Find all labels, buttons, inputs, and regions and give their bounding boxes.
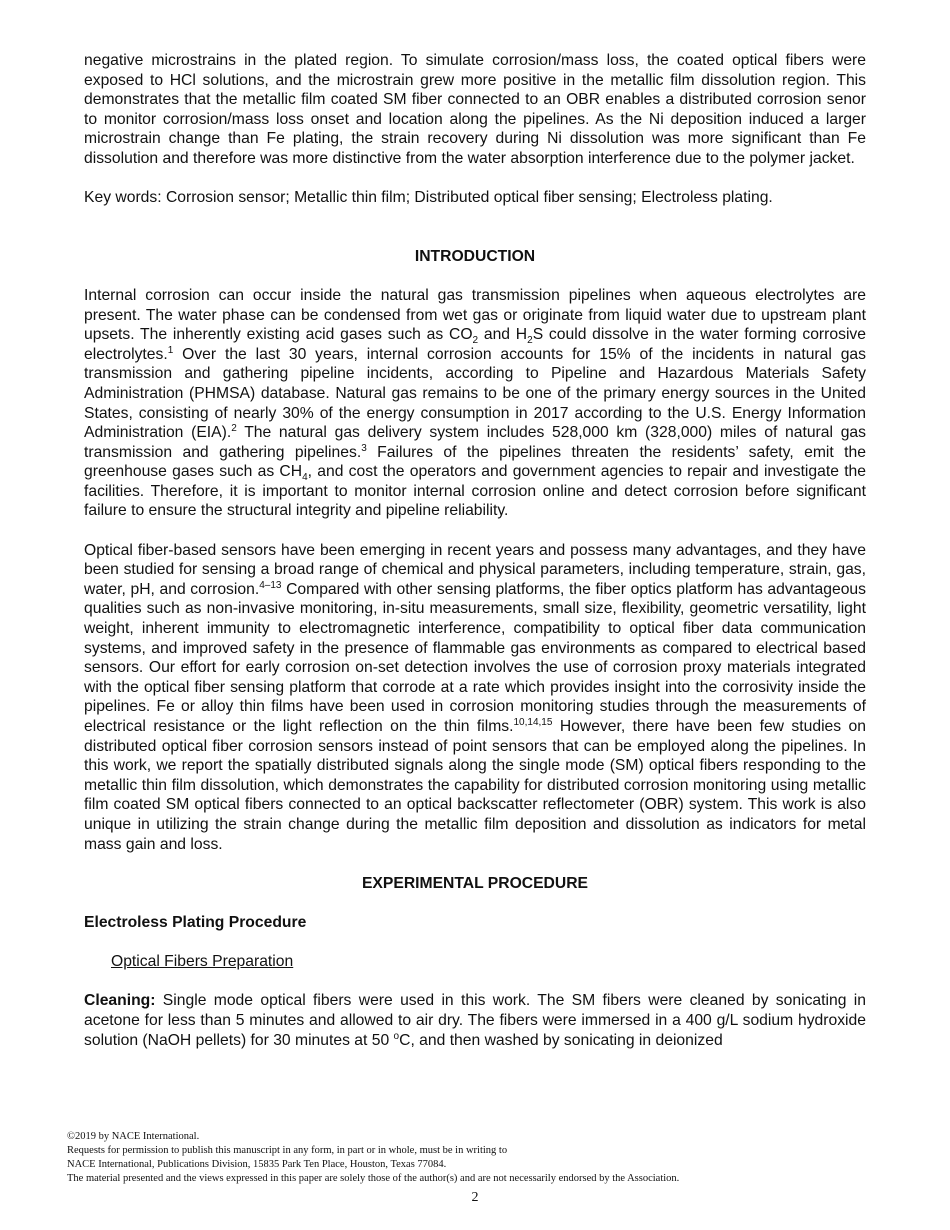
footer-line: Requests for permission to publish this manuscript in any form, in part or in whole, must be in writing to: [67, 1145, 508, 1156]
keywords: Key words: Corrosion sensor; Metallic thin film; Distributed optical fiber sensing; Electroless plating.: [84, 189, 773, 207]
experimental-heading: EXPERIMENTAL PROCEDURE: [361, 874, 589, 892]
citation: 10,14,15: [513, 716, 553, 728]
optical-fibers-preparation-subheading: Optical Fibers Preparation: [111, 953, 294, 971]
cleaning-paragraph: Cleaning: Single mode optical fibers were used in this work. The SM fibers were cleaned by sonicating in acetone for less than 5 minutes and allowed to air dry. The fibers were immersed in a 400 g/L sodium hydroxide solution (NaOH pellets) for 30 minutes at 50 $^o$C, and then washed by sonicating in deionized: [84, 992, 866, 1049]
introduction-heading: INTRODUCTION: [414, 247, 536, 265]
footer-line: NACE International, Publications Division, 15835 Park Ten Place, Houston, Texas 77084.: [67, 1159, 447, 1170]
cleaning-label: Cleaning:: [84, 992, 156, 1010]
page-number: 2: [471, 1190, 479, 1205]
citation: 3: [361, 442, 367, 454]
electroless-plating-subheading: Electroless Plating Procedure: [84, 913, 307, 931]
body-text: [84, 51, 866, 1050]
introduction-paragraph-2: Optical fiber-based sensors have been emerging in recent years and possess many advantages, and they have been studied for sensing a broad range of chemical and physical parameters, including temperature, strain, gas, water, pH, and corrosion.$^{4-13}$ Compared with other sensing platforms, the fiber optics platform has advantageous qualities such as non-invasive monitoring, in-situ measurements, small size, flexibility, geometric versatility, light weight, inherent immunity to electromagnetic interference, compatibility to optical fiber data communication systems, and improved safety in the presence of flammable gas environments as compared to electrical based sensors. Our effort for early corrosion on-set detection involves the use of corrosion proxy materials integrated with the optical fiber sensing platform that corrode at a rate which provides insight into the corrosivity inside the pipelines. Fe or alloy thin films have been used in corrosion monitoring studies through the measurements of electrical resistance or the light reflection on the thin films.$^{10,14,15}$ However, there have been few studies on distributed optical fiber corrosion sensors instead of point sensors that can be employed along the pipelines. In this work, we report the spatially distributed signals along the single mode (SM) optical fibers responding to the metallic thin film dissolution, which demonstrates the capability for distributed corrosion monitoring using metallic film coated SM optical fibers connected to an optical backscatter reflectometer (OBR) system. This work is also unique in utilizing the strain change during the metallic film deposition and dissolution as indicators for metal mass gain and loss.: [84, 541, 866, 853]
copyright-footer: [67, 1130, 887, 1186]
citation: 4–13: [259, 579, 282, 591]
introduction-paragraph-1: Internal corrosion can occur inside the natural gas transmission pipelines when aqueous electrolytes are present. The water phase can be condensed from wet gas or originate from liquid water due to upstream plant upsets. The inherently existing acid gases such as $CO_2$ and $H_2S$ could dissolve in the water forming corrosive electrolytes.$^1$ Over the last 30 years, internal corrosion accounts for 15% of the incidents in natural gas transmission and gathering pipeline incidents, according to Pipeline and Hazardous Materials Safety Administration (PHMSA) database. Natural gas remains to be one of the primary energy sources in the United States, consisting of nearly 30% of the energy consumption in 2017 according to the U.S. Energy Information Administration (EIA).$^2$ The natural gas delivery system includes 528,000 km (328,000) miles of natural gas transmission and gathering pipelines.$^3$ Failures of the pipelines threaten the residents’ safety, emit the greenhouse gases such as $CH_4$, and cost the operators and government agencies to repair and investigate the facilities. Therefore, it is important to monitor internal corrosion online and detect corrosion before significant failure to ensure the structural integrity and pipeline reliability.: [84, 286, 867, 520]
citation: 2: [231, 422, 237, 434]
footer-line: ©2019 by NACE International.: [67, 1131, 200, 1142]
footer-line: The material presented and the views expressed in this paper are solely those of the author(s) and are not necessarily endorsed by the Association.: [67, 1173, 680, 1184]
abstract-continuation: negative microstrains in the plated region. To simulate corrosion/mass loss, the coated optical fibers were exposed to HCl solutions, and the microstrain grew more positive in the metallic film dissolution region. This demonstrates that the metallic film coated SM fiber connected to an OBR enables a distributed corrosion senor to monitor corrosion/mass loss onset and location along the pipelines. As the Ni deposition induced a larger microstrain change than Fe plating, the strain recovery during Ni dissolution was more significant than Fe dissolution and therefore was more distinctive from the water absorption interference due to the polymer jacket.: [84, 52, 866, 167]
citation: 1: [167, 344, 174, 356]
